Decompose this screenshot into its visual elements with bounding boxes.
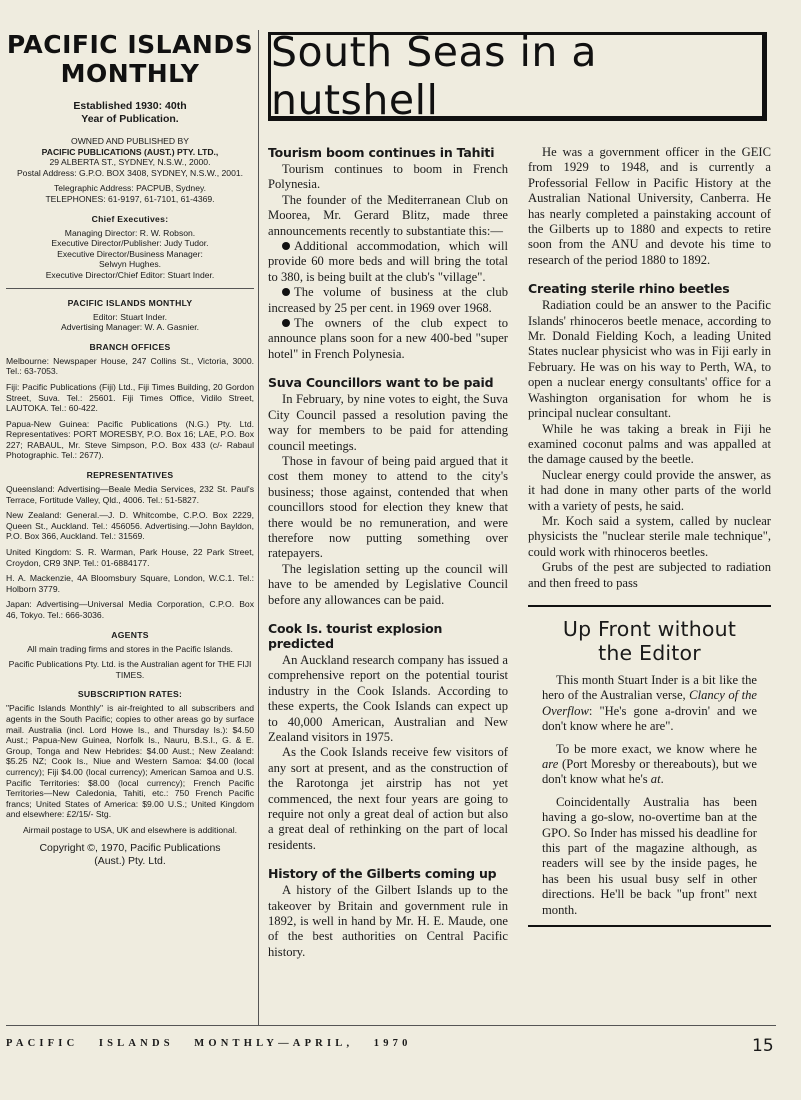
up-front-box bbox=[528, 605, 771, 927]
article-heading-tahiti: Tourism boom continues in Tahiti bbox=[268, 145, 495, 160]
bullet-item: The owners of the club expect to announce plans soon for a new 400-bed "super hotel" in French Polynesia. bbox=[268, 316, 508, 361]
bullet-icon bbox=[282, 242, 290, 250]
article-heading-rhino: Creating sterile rhino beetles bbox=[528, 281, 730, 297]
column-divider bbox=[258, 30, 259, 1025]
established-note: Established 1930: 40th Year of Publication. bbox=[73, 100, 187, 125]
representatives-block: REPRESENTATIVES Queensland: Advertising—Beale Media Services, 232 St. Paul's Terrace, Fortitude Valley, Qld., 4006. Tel.: 51-5827. New Zealand: General.—J. D. Whitcombe, C.P.O. Box 2229, Queen St., Auckland. Tel.: 456056. Advertising.—John Bayldon, P.O. Box 366, Auckland. Tel.: 31569. United Kingdom: S. R. Warman, Park House, 22 Park Street, Croydon, CR9 3NP. Tel.: 01-6884177. H. A. Mackenzie, 4A Bloomsbury Square, London, W.C.1. Tel.: Holborn 3779. Japan: Advertising—Universal Media Corporation, C.P.O. Box 46, Tokyo. Tel.: 666-3036. bbox=[6, 470, 254, 620]
bullet-item: The volume of business at the club increased by 25 per cent. in 1969 over 1968. bbox=[268, 285, 508, 315]
pim-staff-block: PACIFIC ISLANDS MONTHLY Editor: Stuart Inder. Advertising Manager: W. A. Gasnier. bbox=[60, 297, 200, 333]
masthead-column bbox=[6, 30, 254, 868]
section-title-box bbox=[268, 27, 767, 124]
up-front-heading: Up Front without the Editor bbox=[562, 616, 737, 665]
masthead-title: PACIFIC ISLANDS MONTHLY bbox=[6, 30, 254, 88]
article-column-2: He was a government officer in the GEIC from 1929 to 1948, and is currently a Professorial Fellow in Pacific History at the Australian National University, Canberra. He has nearly completed a painstaking account of the Gilberts up to 1880 and expects to retire soon from the ANU and devote his time to research of the period 1880 to 1892. Creating sterile rhino beetles Radiation could be an answer to the Pacific Islands' rhinoceros beetle menace, according to Mr. Donald Fielding Koch, a leading United States nuclear physicist who was in Fiji early in February. He was on his way to Perth, WA, to open a nuclear energy consultants' office for a Washington organisation for whom he is principal nuclear consultant. While he was taking a break in Fiji he examined coconut palms and was appalled at the damage caused by the beetle. Nuclear energy could provide the answer, as it had done in many other parts of the world with a variety of pests, he said. Mr. Koch said a system, called by nuclear physicists the "nuclear sterile male technique", could work with rhinoceros beetles. Grubs of the pest are subjected to radiation and then freed to pass Up Front without the Editor This month Stuart Inder is a bit like the hero of the Australian verse, Clancy of the Overflow: "He's gone a-drovin' and we don't know where he are". To be more exact, we know where he are (Port Moresby or thereabouts), but we don't know what he's at. Coincidentally Australia has been having a go-slow, no-overtime ban at the GPO. So Inder has missed his deadline for this part of the magazine although, as readers will see by the inside pages, he has been his usual busy self in other directions. He'll be back "up front" next month. bbox=[528, 145, 771, 927]
divider bbox=[6, 288, 254, 289]
article-heading-suva: Suva Councillors want to be paid bbox=[268, 375, 494, 391]
article-heading-gilberts: History of the Gilberts coming up bbox=[268, 866, 497, 882]
bullet-icon bbox=[282, 288, 290, 296]
footer-rule bbox=[6, 1025, 776, 1026]
publisher-info: OWNED AND PUBLISHED BY PACIFIC PUBLICATIONS (AUST.) PTY. LTD., 29 ALBERTA ST., SYDNEY, N.S.W., 2000. Postal Address: G.P.O. BOX 3408, SYDNEY, N.S.W., 2001. Telegraphic Address: PACPUB, Sydney. TELEPHONES: 61-9197, 61-7101, 61-4369. bbox=[16, 136, 244, 204]
article-column-1: Tourism boom continues in Tahiti Tourism continues to boom in French Polynesia. The founder of the Mediterranean Club on Moorea, Mr. Gerard Blitz, made three announcements recently to substantiate this:— Additional accommodation, which will provide 60 more beds and will bring the total to 380, is being built at the club's "village". The volume of business at the club increased by 25 per cent. in 1969 over 1968. The owners of the club expect to announce plans soon for a new 400-bed "super hotel" in French Polynesia. Suva Councillors want to be paid In February, by nine votes to eight, the Suva City Council passed a resolution paving the way for members to be paid for attending council meetings. Those in favour of being paid argued that it cost them money to attend to the city's business; those against, contended that when councillors stood for election they knew that there would be no remuneration, and were therefore now putting something over ratepayers. The legislation setting up the council will have to be amended by Legislative Council before any allowances can be paid. Cook Is. tourist explosion predicted An Auckland research company has issued a comprehensive report on the potential tourist industry in the Cook Islands. According to these experts, the Cook Islands can expect up to 40,000 American, Australian and New Zealand visitors in 1975. As the Cook Islands receive few visitors of any sort at present, and as the construction of the Rarotonga jet airstrip has not yet commenced, the next four years are going to require not only a great deal of action but also a great deal of rethinking on the part of local residents. History of the Gilberts coming up A history of the Gilbert Islands up to the takeover by Britain and government rule in 1892, is well in hand by Mr. H. E. Maude, one of the best authorities on Central Pacific history. bbox=[268, 145, 508, 959]
up-front-body: This month Stuart Inder is a bit like the hero of the Australian verse, Clancy of the Overflow: "He's gone a-drovin' and we don't know where he are". To be more exact, we know where he are (Port Moresby or thereabouts), but we don't know what he's at. Coincidentally Australia has been having a go-slow, no-overtime ban at the GPO. So Inder has missed his deadline for this part of the magazine although, as readers will see by the inside pages, he has been his usual busy self in other directions. He'll be back "up front" next month. bbox=[542, 672, 757, 917]
page-number: 15 bbox=[752, 1036, 774, 1056]
section-title: South Seas in a nutshell bbox=[271, 27, 597, 124]
bullet-icon bbox=[282, 319, 290, 327]
copyright-note: Copyright ©, 1970, Pacific Publications (Aust.) Pty. Ltd. bbox=[39, 841, 221, 867]
agents-block: AGENTS All main trading firms and stores in the Pacific Islands. Pacific Publications Pty. Ltd. is the Australian agent for THE FIJI TIMES. bbox=[8, 629, 252, 680]
subscription-block: SUBSCRIPTION RATES: "Pacific Islands Monthly" is air-freighted to all subscribers and agents in the South Pacific; copies to other areas go by surface mail. Australia (incl. Lord Howe Is., and Thursday Is.): $4.50 Aust.; Papua-New Guinea, Norfolk Is., Nauru, B.S.I., G. & E. Group, Tonga and New Hebrides: $4.00 Aust.; New Zealand: $5.25 NZ; Cook Is., Niue and Western Samoa: $4.00 (local currency); Fiji $4.00 (local currency); American Samoa and U.S. Pacific Territories: $8.00 (local currency); French Pacific Territories—New Caledonia, Tahiti, etc.: 750 French Pacific francs; United States of America: $9.00 U.S.; United Kingdom and elsewhere: £2/15/- Stg. Airmail postage to USA, UK and elsewhere is additional. bbox=[6, 689, 254, 835]
executives-block: Chief Executives: Managing Director: R. W. Robson. Executive Director/Publisher: Judy Tudor. Executive Director/Business Manager: Selwyn Hughes. Executive Director/Chief Editor: Stuart Inder. bbox=[45, 213, 215, 280]
article-heading-cook: Cook Is. tourist explosion predicted bbox=[268, 620, 443, 651]
running-footer: PACIFIC ISLANDS MONTHLY—APRIL, 1970 bbox=[6, 1038, 412, 1049]
bullet-item: Additional accommodation, which will provide 60 more beds and will bring the total to 380, is being built at the club's "village". bbox=[268, 239, 508, 284]
branch-offices-block: BRANCH OFFICES Melbourne: Newspaper House, 247 Collins St., Victoria, 3000. Tel.: 63-7053. Fiji: Pacific Publications (Fiji) Ltd., Fiji Times Building, 20 Gordon Street, Suva. Tel.: 25601. Fiji Times Office, Vidilo Street, LAUTOKA. Tel.: 60-422. Papua-New Guinea: Pacific Publications (N.G.) Pty. Ltd. Representatives: PORT MORESBY, P.O. Box 16; LAE, P.O. Box 227; RABAUL, Mr. Steve Simpson, P.O. Box 433 (c/- Rabaul Photographic. Tel.: 2677). bbox=[6, 341, 254, 461]
divider bbox=[528, 925, 771, 927]
